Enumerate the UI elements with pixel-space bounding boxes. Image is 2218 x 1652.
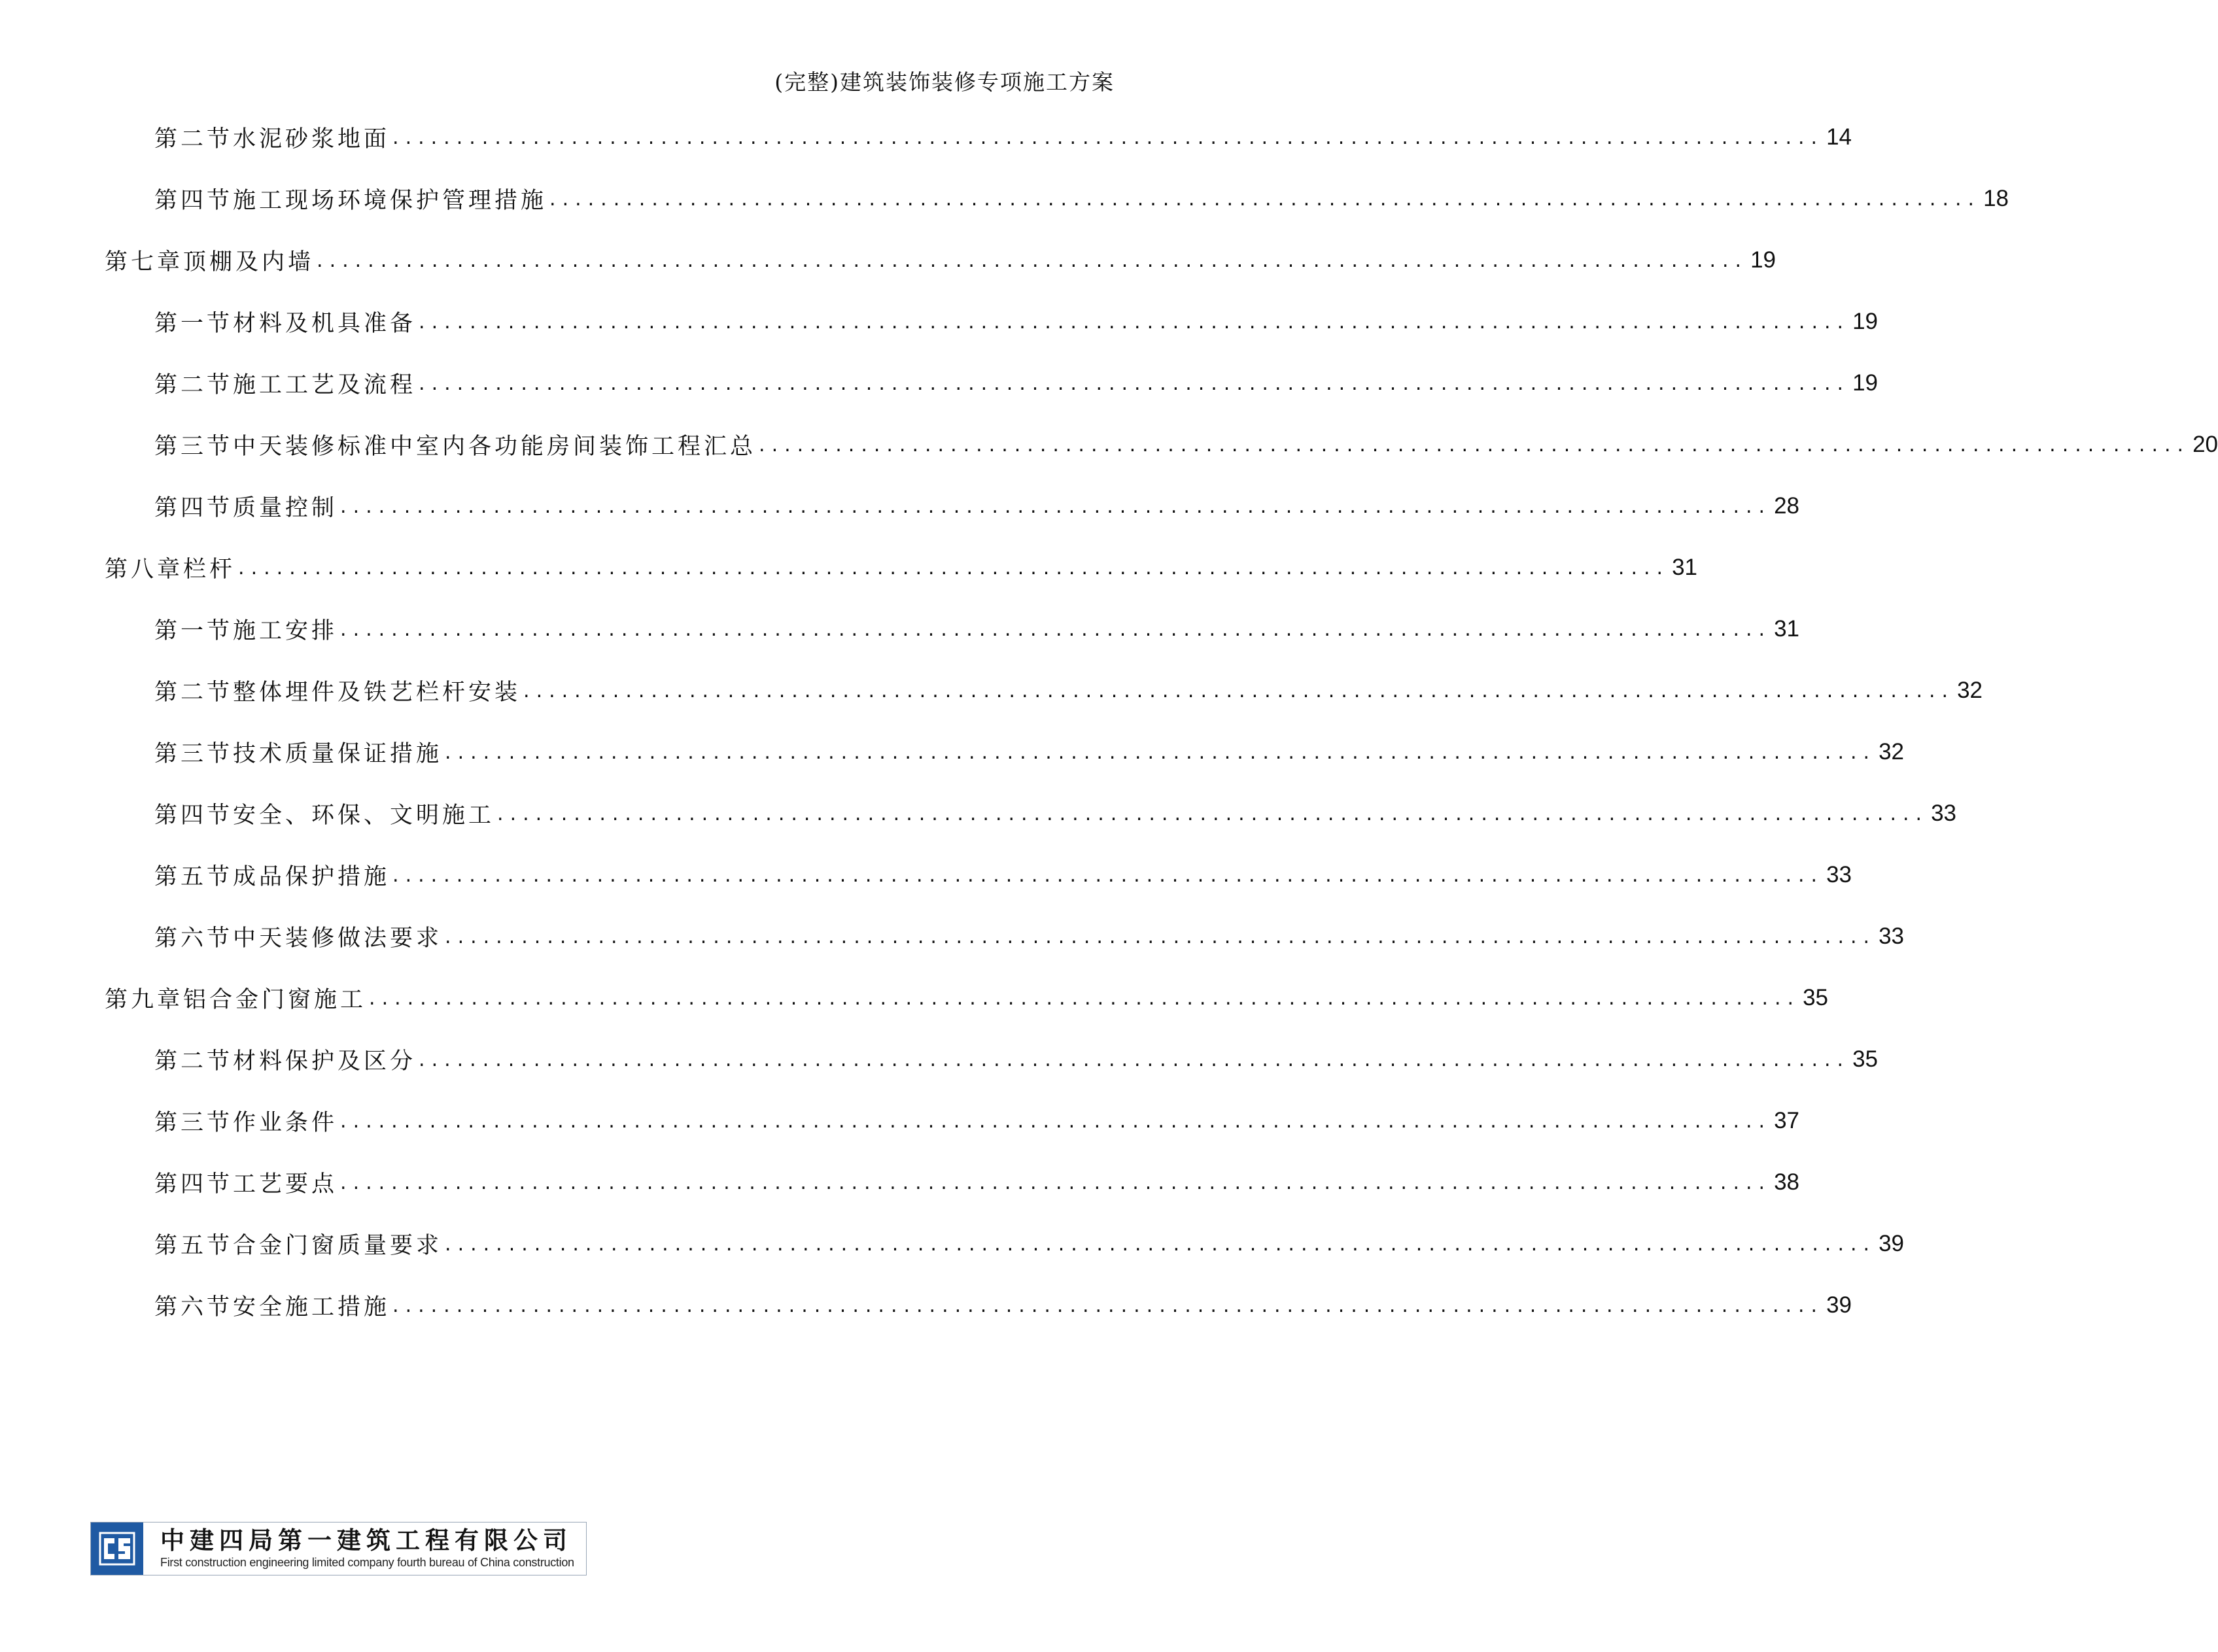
toc-entry-title: 整体埋件及铁艺栏杆安装 — [233, 680, 521, 706]
toc-dot-leader: ................................................................................................................ — [419, 310, 1850, 334]
company-name-cn: 中建四局第一建筑工程有限公司 — [160, 1526, 572, 1555]
toc-page-number: 35 — [1852, 1046, 1879, 1072]
toc-page-number: 35 — [1803, 985, 1829, 1010]
toc-entry-title: 质量控制 — [233, 495, 338, 521]
toc-page-number: 19 — [1750, 247, 1776, 273]
toc-section-entry[interactable] — [154, 302, 1879, 341]
toc-page-number: 32 — [1879, 739, 1905, 765]
toc-entry-number: 第四节 — [154, 495, 234, 521]
toc-page-number: 33 — [1931, 800, 1957, 826]
toc-section-entry[interactable] — [154, 1286, 1852, 1325]
toc-entry-title: 中天装修标准中室内各功能房间装饰工程汇总 — [233, 434, 757, 460]
toc-page-number: 39 — [1826, 1292, 1852, 1318]
toc-entry-title: 铝合金门窗施工 — [183, 987, 367, 1013]
toc-page-number: 39 — [1879, 1231, 1905, 1256]
toc-page-number: 19 — [1852, 309, 1879, 334]
toc-entry-number: 第一节 — [154, 311, 234, 337]
toc-page-number: 31 — [1672, 555, 1698, 580]
toc-page-number: 33 — [1826, 862, 1852, 887]
toc-section-entry[interactable] — [154, 610, 1800, 649]
toc-dot-leader: ................................................................................................................ — [340, 1171, 1772, 1194]
toc-entry-title: 合金门窗质量要求 — [233, 1233, 443, 1259]
toc-dot-leader: ................................................................................................................ — [445, 925, 1877, 948]
toc-dot-leader: ................................................................................................................ — [523, 679, 1955, 702]
toc-section-entry[interactable] — [154, 179, 2009, 218]
toc-entry-title: 材料保护及区分 — [233, 1048, 417, 1075]
company-name-en: First construction engineering limited company fourth bureau of China construction — [160, 1556, 574, 1569]
toc-entry-number: 第五节 — [154, 1233, 234, 1259]
toc-entry-number: 第八章 — [105, 557, 184, 583]
toc-chapter-entry[interactable] — [105, 548, 1698, 587]
toc-entry-title: 作业条件 — [233, 1110, 338, 1136]
toc-dot-leader: ................................................................................................................ — [419, 1048, 1850, 1071]
toc-entry-number: 第四节 — [154, 802, 234, 829]
toc-page-number: 38 — [1774, 1169, 1800, 1195]
toc-section-entry[interactable] — [154, 487, 1800, 526]
toc-entry-title: 成品保护措施 — [233, 864, 390, 890]
toc-entry-title: 技术质量保证措施 — [233, 741, 443, 767]
toc-page-number: 31 — [1774, 616, 1800, 642]
toc-section-entry[interactable] — [154, 118, 1852, 157]
toc-section-entry[interactable] — [154, 732, 1905, 772]
toc-section-entry[interactable] — [154, 794, 1957, 833]
toc-entry-number: 第二节 — [154, 680, 234, 706]
toc-page-number: 33 — [1879, 923, 1905, 949]
toc-dot-leader: ................................................................................................................ — [369, 986, 1801, 1010]
toc-section-entry[interactable] — [154, 671, 1983, 710]
toc-entry-title: 水泥砂浆地面 — [233, 126, 390, 152]
toc-section-entry[interactable] — [154, 1163, 1800, 1202]
toc-page-number: 19 — [1852, 370, 1879, 396]
toc-entry-number: 第三节 — [154, 434, 234, 460]
toc-dot-leader: ................................................................................................................ — [392, 1294, 1824, 1317]
toc-entry-number: 第六节 — [154, 925, 234, 952]
toc-entry-number: 第二节 — [154, 1048, 234, 1075]
toc-section-entry[interactable] — [154, 425, 2218, 464]
toc-entry-title: 工艺要点 — [233, 1171, 338, 1197]
toc-page-number: 20 — [2192, 432, 2218, 457]
document-header-title: (完整)建筑装饰装修专项施工方案 — [774, 69, 1115, 95]
toc-dot-leader: ................................................................................................................ — [340, 617, 1772, 641]
toc-entry-title: 安全施工措施 — [233, 1294, 390, 1320]
toc-entry-number: 第一节 — [154, 618, 234, 644]
toc-entry-title: 中天装修做法要求 — [233, 925, 443, 952]
cscec-logo-icon — [91, 1523, 143, 1575]
toc-page-number: 28 — [1774, 493, 1800, 519]
company-footer — [90, 1522, 587, 1575]
toc-dot-leader: ................................................................................................................ — [238, 556, 1670, 579]
toc-entry-number: 第四节 — [154, 1171, 234, 1197]
toc-dot-leader: ................................................................................................................ — [317, 249, 1748, 272]
toc-entry-title: 施工现场环境保护管理措施 — [233, 188, 547, 214]
toc-section-entry[interactable] — [154, 1040, 1879, 1079]
toc-entry-number: 第四节 — [154, 188, 234, 214]
toc-dot-leader: ................................................................................................................ — [340, 494, 1772, 518]
toc-page-number: 14 — [1826, 124, 1852, 150]
toc-dot-leader: ................................................................................................................ — [759, 433, 2191, 456]
toc-entry-title: 施工工艺及流程 — [233, 372, 417, 398]
toc-chapter-entry[interactable] — [105, 978, 1829, 1018]
toc-entry-title: 栏杆 — [183, 557, 236, 583]
toc-dot-leader: ................................................................................................................ — [445, 740, 1877, 764]
toc-dot-leader: ................................................................................................................ — [392, 863, 1824, 887]
toc-entry-number: 第五节 — [154, 864, 234, 890]
toc-dot-leader: ................................................................................................................ — [497, 802, 1929, 825]
toc-entry-title: 顶棚及内墙 — [183, 249, 315, 275]
toc-section-entry[interactable] — [154, 364, 1879, 403]
toc-entry-number: 第二节 — [154, 372, 234, 398]
toc-entry-number: 第七章 — [105, 249, 184, 275]
toc-chapter-entry[interactable] — [105, 241, 1776, 280]
toc-entry-title: 施工安排 — [233, 618, 338, 644]
toc-entry-title: 安全、环保、文明施工 — [233, 802, 495, 829]
toc-entry-number: 第二节 — [154, 126, 234, 152]
toc-dot-leader: ................................................................................................................ — [445, 1232, 1877, 1256]
toc-entry-number: 第九章 — [105, 987, 184, 1013]
toc-page-number: 37 — [1774, 1108, 1800, 1133]
toc-section-entry[interactable] — [154, 855, 1852, 895]
toc-page-number: 18 — [1983, 186, 2009, 211]
toc-section-entry[interactable] — [154, 1101, 1800, 1141]
toc-dot-leader: ................................................................................................................ — [419, 371, 1850, 395]
toc-page-number: 32 — [1957, 678, 1983, 703]
toc-section-entry[interactable] — [154, 1224, 1905, 1264]
toc-entry-number: 第三节 — [154, 1110, 234, 1136]
toc-dot-leader: ................................................................................................................ — [392, 126, 1824, 149]
toc-entry-number: 第六节 — [154, 1294, 234, 1320]
toc-entry-title: 材料及机具准备 — [233, 311, 417, 337]
toc-entry-number: 第三节 — [154, 741, 234, 767]
toc-dot-leader: ................................................................................................................ — [549, 187, 1981, 211]
toc-dot-leader: ................................................................................................................ — [340, 1109, 1772, 1133]
toc-section-entry[interactable] — [154, 917, 1905, 956]
